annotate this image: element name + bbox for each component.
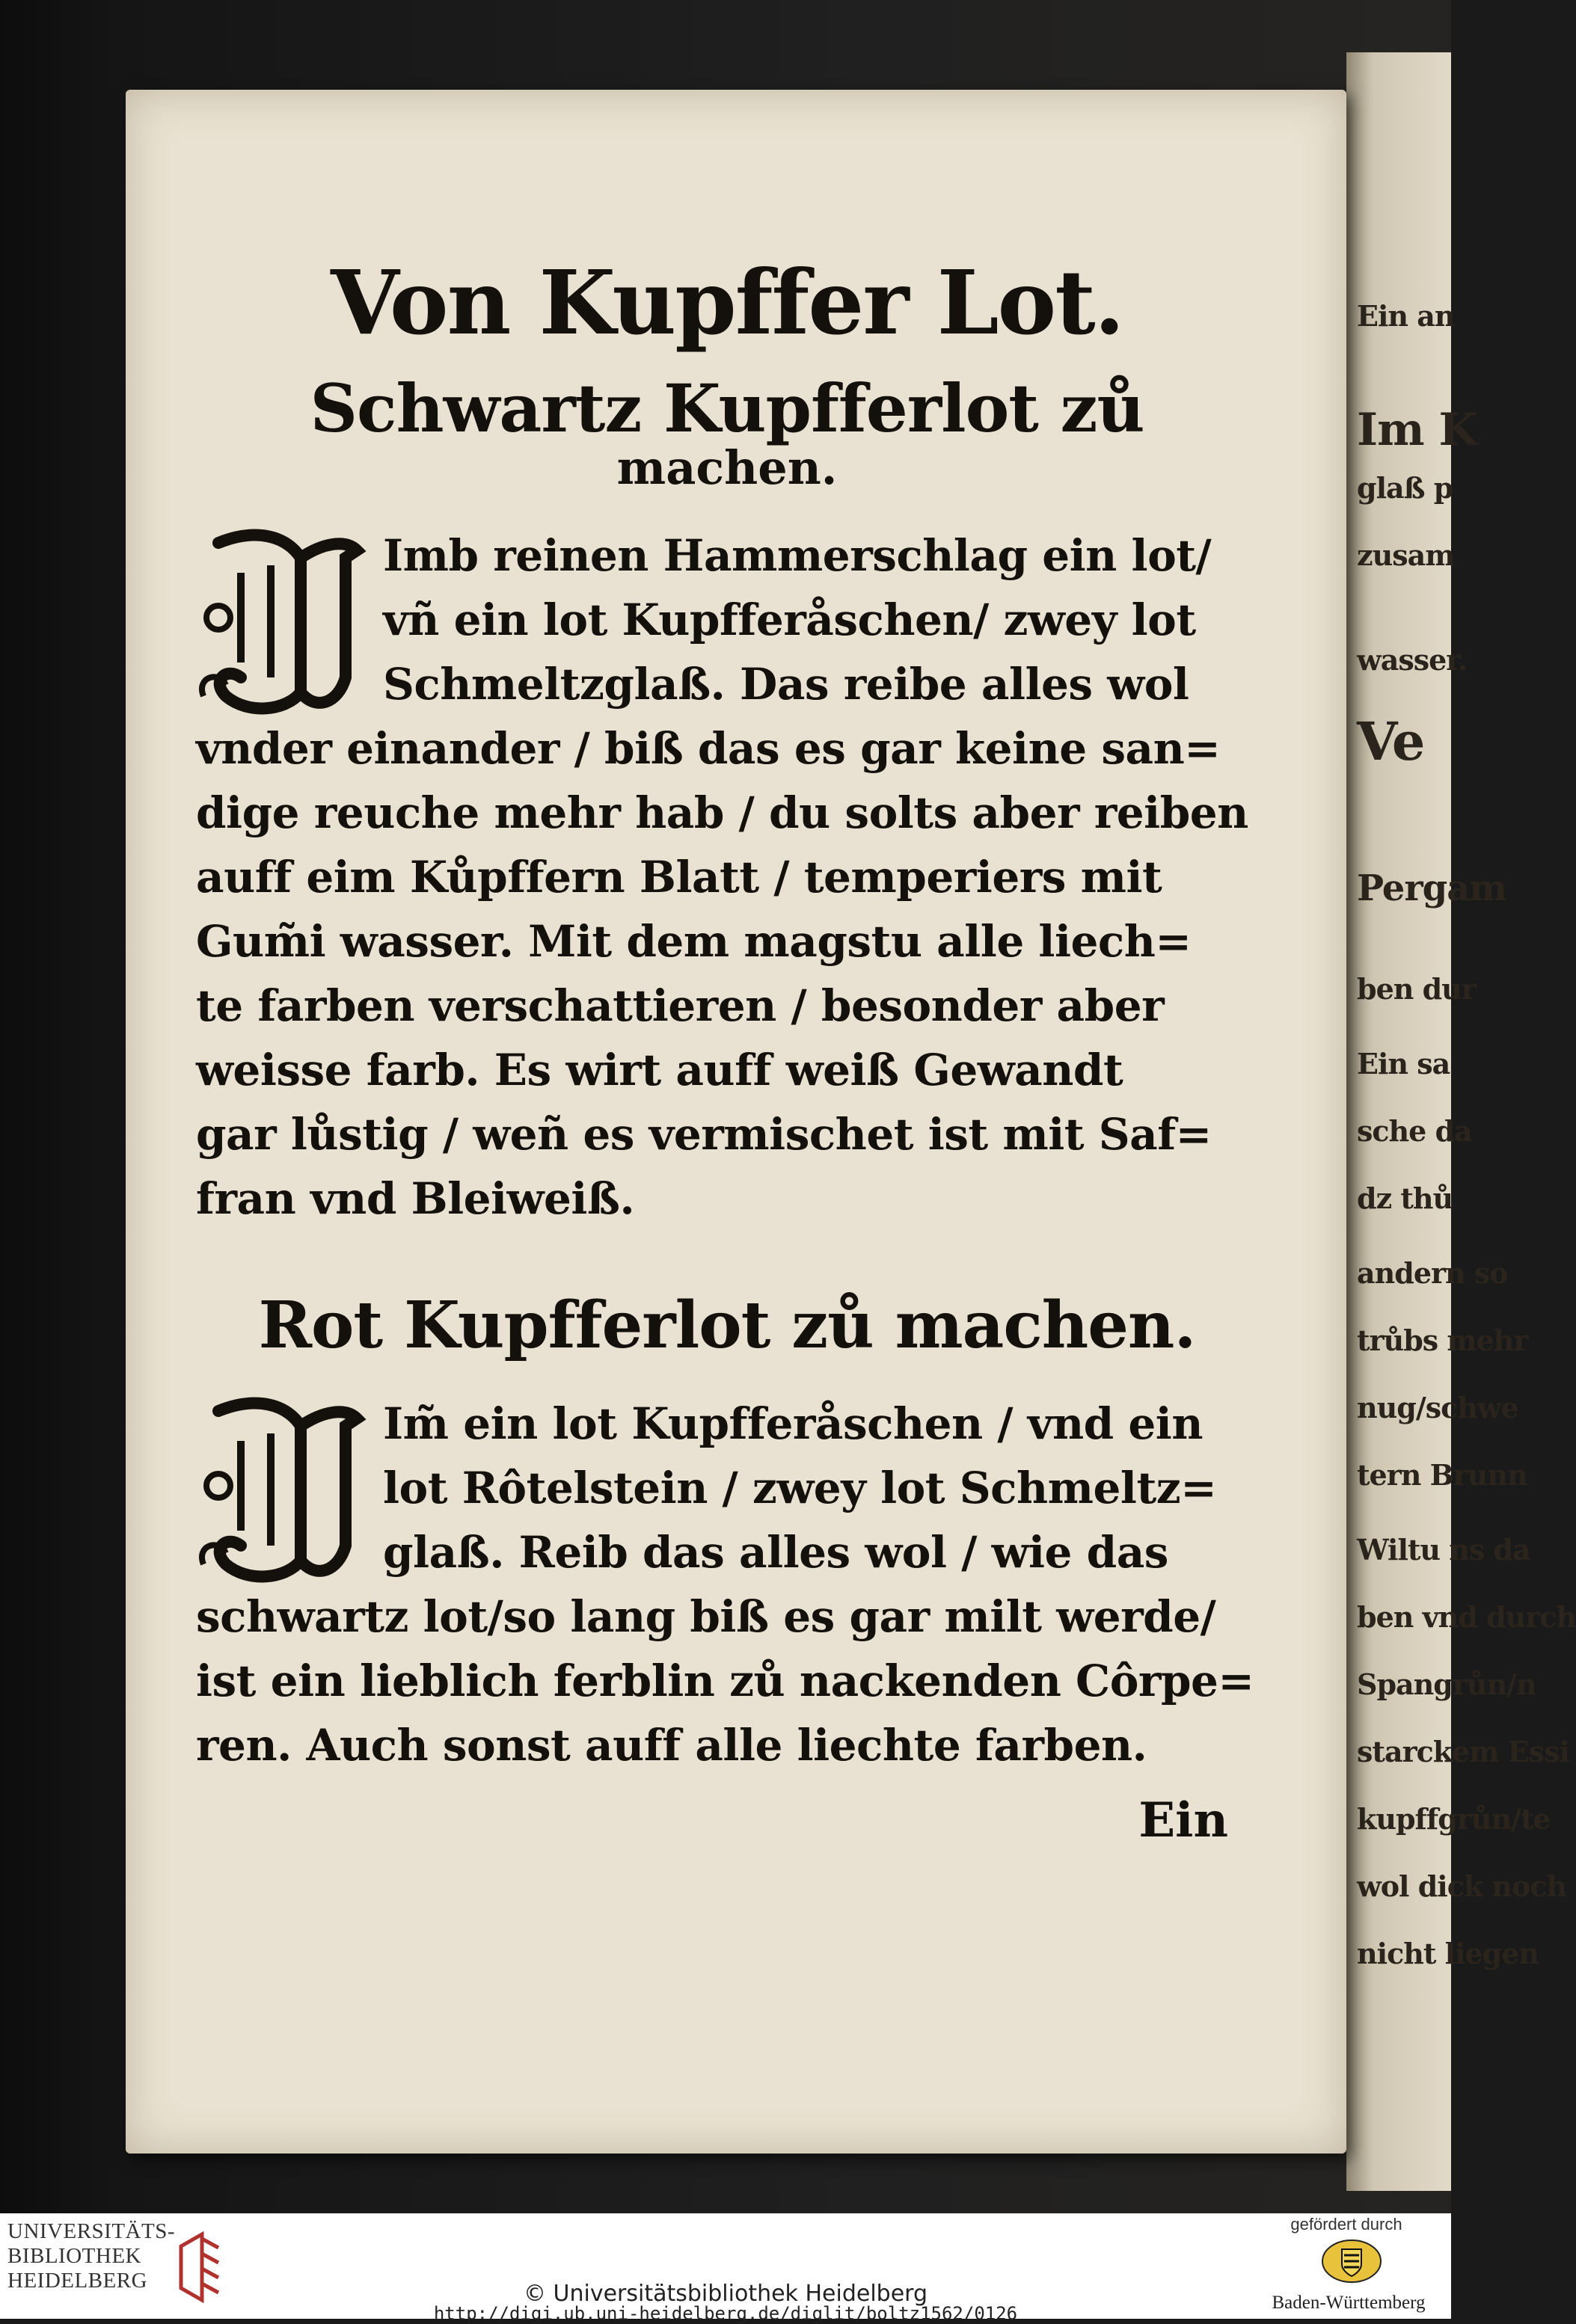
page-title: Von Kupffer Lot. — [331, 250, 1123, 354]
facing-line: sche da — [1357, 1114, 1472, 1148]
funder-label: gefördert durch — [1290, 2215, 1402, 2234]
section-heading-continuation: machen. — [616, 440, 838, 496]
text-line: Gum̃i wasser. Mit dem magstu alle liech= — [196, 916, 1192, 968]
facing-page — [1346, 52, 1576, 2191]
text-line: Imb reinen Hammerschlag ein lot/ — [383, 530, 1212, 582]
funder-name: Baden-Württemberg — [1272, 2293, 1426, 2313]
facing-line: Wiltu ns da — [1357, 1533, 1530, 1567]
text-line: vñ ein lot Kupfferåschen/ zwey lot — [383, 594, 1196, 646]
page-content — [196, 250, 1258, 1848]
text-line: dige reuche mehr hab / du solts aber reiben — [196, 787, 1248, 839]
text-line: te farben verschattieren / besonder aber — [196, 980, 1165, 1032]
section-heading-black-copper-solder: Schwartz Kupfferlot zů — [310, 369, 1144, 447]
facing-line: wol dick noch — [1357, 1869, 1567, 1903]
section-body-black-copper-solder — [196, 523, 1258, 1231]
facing-line: zusam — [1357, 538, 1455, 572]
text-line: Im̃ ein lot Kupfferåschen / vnd ein — [383, 1398, 1203, 1449]
drop-cap-n-icon — [196, 1396, 368, 1583]
facing-line: Ein an — [1357, 299, 1455, 333]
facing-line: ben dur — [1357, 972, 1476, 1006]
facing-line: nug/schwe — [1357, 1391, 1518, 1424]
text-line: auff eim Kůpffern Blatt / temperiers mit — [196, 852, 1162, 903]
copyright-notice: © Universitätsbibliothek Heidelberg — [523, 2281, 927, 2307]
section-heading-red-copper-solder: Rot Kupfferlot zů machen. — [258, 1288, 1196, 1364]
text-line: weisse farb. Es wirt auff weiß Gewandt — [196, 1045, 1123, 1096]
facing-line: Pergam — [1357, 867, 1507, 909]
baden-wuerttemberg-seal-icon — [1321, 2239, 1382, 2284]
text-line: lot Rôtelstein / zwey lot Schmeltz= — [383, 1462, 1217, 1513]
facing-line: Ein sa — [1357, 1047, 1450, 1080]
text-line: gar lůstig / weñ es vermischet ist mit Saf= — [196, 1109, 1212, 1161]
facing-line: nicht liegen — [1357, 1937, 1539, 1970]
section-body-red-copper-solder — [196, 1392, 1258, 1777]
facing-line: tern Brunn — [1357, 1458, 1527, 1492]
facing-line: Im K — [1357, 404, 1477, 456]
facing-line: ben vnd durch — [1357, 1600, 1576, 1634]
facing-line: trůbs mehr — [1357, 1324, 1528, 1357]
facing-line: wasser. — [1357, 643, 1468, 677]
facing-line: dz thů — [1357, 1181, 1453, 1215]
text-line: ist ein lieblich ferblin zů nackenden Côrpe= — [196, 1655, 1254, 1706]
permalink-url[interactable]: http://digi.ub.uni-heidelberg.de/diglit/boltz1562/0126 — [433, 2303, 1018, 2324]
library-name-line: HEIDELBERG — [7, 2269, 148, 2293]
facing-line: starckem Essi — [1357, 1735, 1569, 1768]
library-name-line: UNIVERSITÄTS- — [7, 2219, 175, 2243]
facing-line: andern so — [1357, 1256, 1508, 1290]
catchword: Ein — [1138, 1792, 1228, 1848]
text-line: glaß. Reib das alles wol / wie das — [383, 1526, 1168, 1578]
facing-line: glaß p — [1357, 471, 1453, 505]
drop-cap-n-icon — [196, 528, 368, 715]
library-name-line: BIBLIOTHEK — [7, 2244, 141, 2268]
facing-line: Spangrůn/n — [1357, 1667, 1536, 1701]
text-line: ren. Auch sonst auff alle liechte farben. — [196, 1719, 1147, 1771]
text-line: schwartz lot/so lang biß es gar milt werde/ — [196, 1590, 1216, 1642]
facing-line: Ve — [1357, 710, 1425, 772]
text-line: vnder einander / biß das es gar keine san= — [196, 723, 1221, 775]
text-line: Schmeltzglaß. Das reibe alles wol — [383, 659, 1189, 710]
facing-line: kupffgrůn/te — [1357, 1802, 1551, 1836]
text-line: fran vnd Bleiweiß. — [196, 1173, 635, 1225]
